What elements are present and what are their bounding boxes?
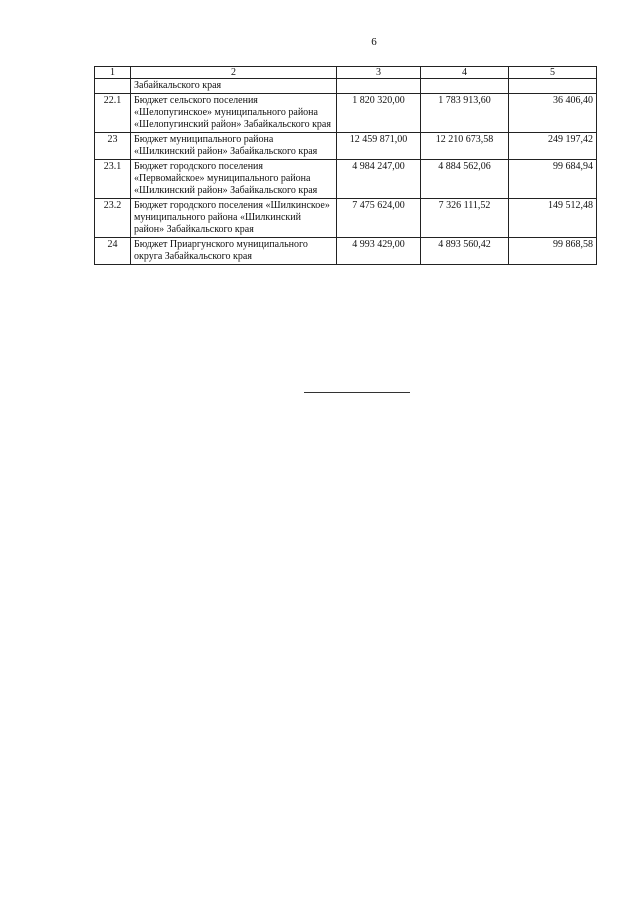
page-number: 6 [371, 36, 377, 48]
row-total-cell: 7 475 624,00 [337, 199, 421, 238]
table-header-row [95, 67, 597, 79]
row-name-cell: Бюджет сельского поселения «Шелопугинское» муниципального района «Шелопугинский район» Забайкальского края [131, 94, 337, 133]
row-allocated-cell: 4 884 562,06 [421, 160, 509, 199]
row-total-cell: 4 984 247,00 [337, 160, 421, 199]
row-remainder-cell: 99 868,58 [509, 238, 597, 265]
row-allocated-cell [421, 79, 509, 94]
header-cell-1: 1 [95, 67, 131, 79]
row-remainder-cell: 149 512,48 [509, 199, 597, 238]
row-number-cell: 23.2 [95, 199, 131, 238]
budget-distribution-table [94, 66, 597, 265]
row-total-cell: 1 820 320,00 [337, 94, 421, 133]
row-remainder-cell: 249 197,42 [509, 133, 597, 160]
row-total-cell [337, 79, 421, 94]
row-name-cell: Забайкальского края [131, 79, 337, 94]
row-total-cell: 4 993 429,00 [337, 238, 421, 265]
row-name-cell: Бюджет городского поселения «Шилкинское» муниципального района «Шилкинский район» Забайкальского края [131, 199, 337, 238]
row-number-cell [95, 79, 131, 94]
row-allocated-cell: 7 326 111,52 [421, 199, 509, 238]
row-allocated-cell: 4 893 560,42 [421, 238, 509, 265]
header-cell-4: 4 [421, 67, 509, 79]
row-remainder-cell: 99 684,94 [509, 160, 597, 199]
row-total-cell: 12 459 871,00 [337, 133, 421, 160]
row-name-cell: Бюджет муниципального района «Шилкинский район» Забайкальского края [131, 133, 337, 160]
row-allocated-cell: 12 210 673,58 [421, 133, 509, 160]
row-remainder-cell [509, 79, 597, 94]
table-row [95, 133, 597, 160]
row-number-cell: 24 [95, 238, 131, 265]
table-row [95, 160, 597, 199]
row-number-cell: 23 [95, 133, 131, 160]
row-name-cell: Бюджет Приаргунского муниципального округа Забайкальского края [131, 238, 337, 265]
row-remainder-cell: 36 406,40 [509, 94, 597, 133]
table-row [95, 94, 597, 133]
document-end-divider [304, 392, 410, 393]
row-allocated-cell: 1 783 913,60 [421, 94, 509, 133]
row-number-cell: 23.1 [95, 160, 131, 199]
header-cell-3: 3 [337, 67, 421, 79]
row-name-cell: Бюджет городского поселения «Первомайское» муниципального района «Шилкинский район» Забайкальского края [131, 160, 337, 199]
header-cell-5: 5 [509, 67, 597, 79]
table-row [95, 199, 597, 238]
row-number-cell: 22.1 [95, 94, 131, 133]
header-cell-2: 2 [131, 67, 337, 79]
table-row [95, 238, 597, 265]
table-row [95, 79, 597, 94]
